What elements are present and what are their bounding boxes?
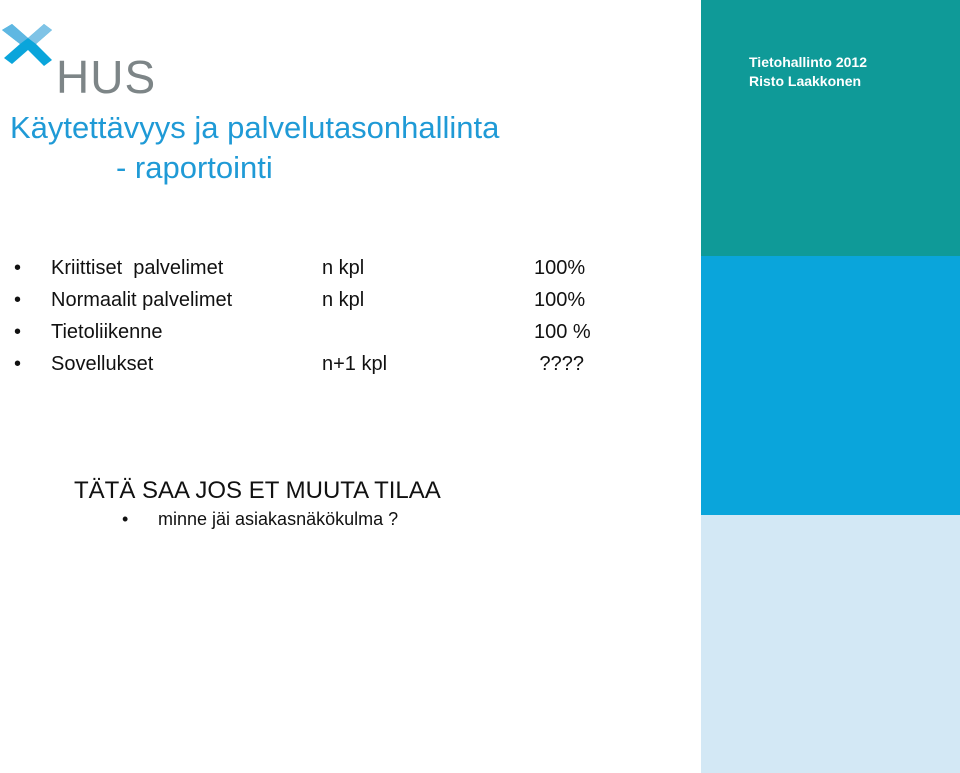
hus-cross-logo-icon [0,20,56,68]
item-percent: 100 % [534,321,591,343]
logo-text: HUS [56,51,157,103]
blue-band [701,256,960,515]
list-item [14,349,654,381]
item-label: Tietoliikenne [51,321,163,343]
bullet: • [14,353,22,375]
item-count: n kpl [322,289,365,311]
list-item [14,317,654,349]
item-count: n+1 kpl [322,353,388,375]
item-percent: 100% [534,257,586,279]
item-label: Sovellukset [51,353,154,375]
light-blue-band [701,515,960,773]
item-count: n kpl [322,257,365,279]
teal-band [701,0,960,256]
title-line-1: Käytettävyys ja palvelutasonhallinta [10,110,500,145]
author-name: Risto Laakkonen [749,73,862,89]
list-item [14,253,654,285]
author-department: Tietohallinto 2012 [749,54,867,70]
slide-title [10,108,499,188]
server-list [14,253,654,381]
notice-heading: TÄTÄ SAA JOS ET MUUTA TILAA [74,477,441,504]
bullet: • [122,509,129,529]
author-info [749,53,867,91]
notice-sub-text: minne jäi asiakasnäkökulma ? [158,509,399,529]
hus-logo [0,18,160,103]
item-label: Kriittiset palvelimet [51,257,224,279]
item-percent: ???? [534,353,585,375]
item-percent: 100% [534,289,586,311]
list-item [14,285,654,317]
title-line-2: - raportointi [116,150,273,185]
bullet: • [14,257,22,279]
item-label: Normaalit palvelimet [51,289,233,311]
bullet: • [14,289,22,311]
bullet: • [14,321,22,343]
